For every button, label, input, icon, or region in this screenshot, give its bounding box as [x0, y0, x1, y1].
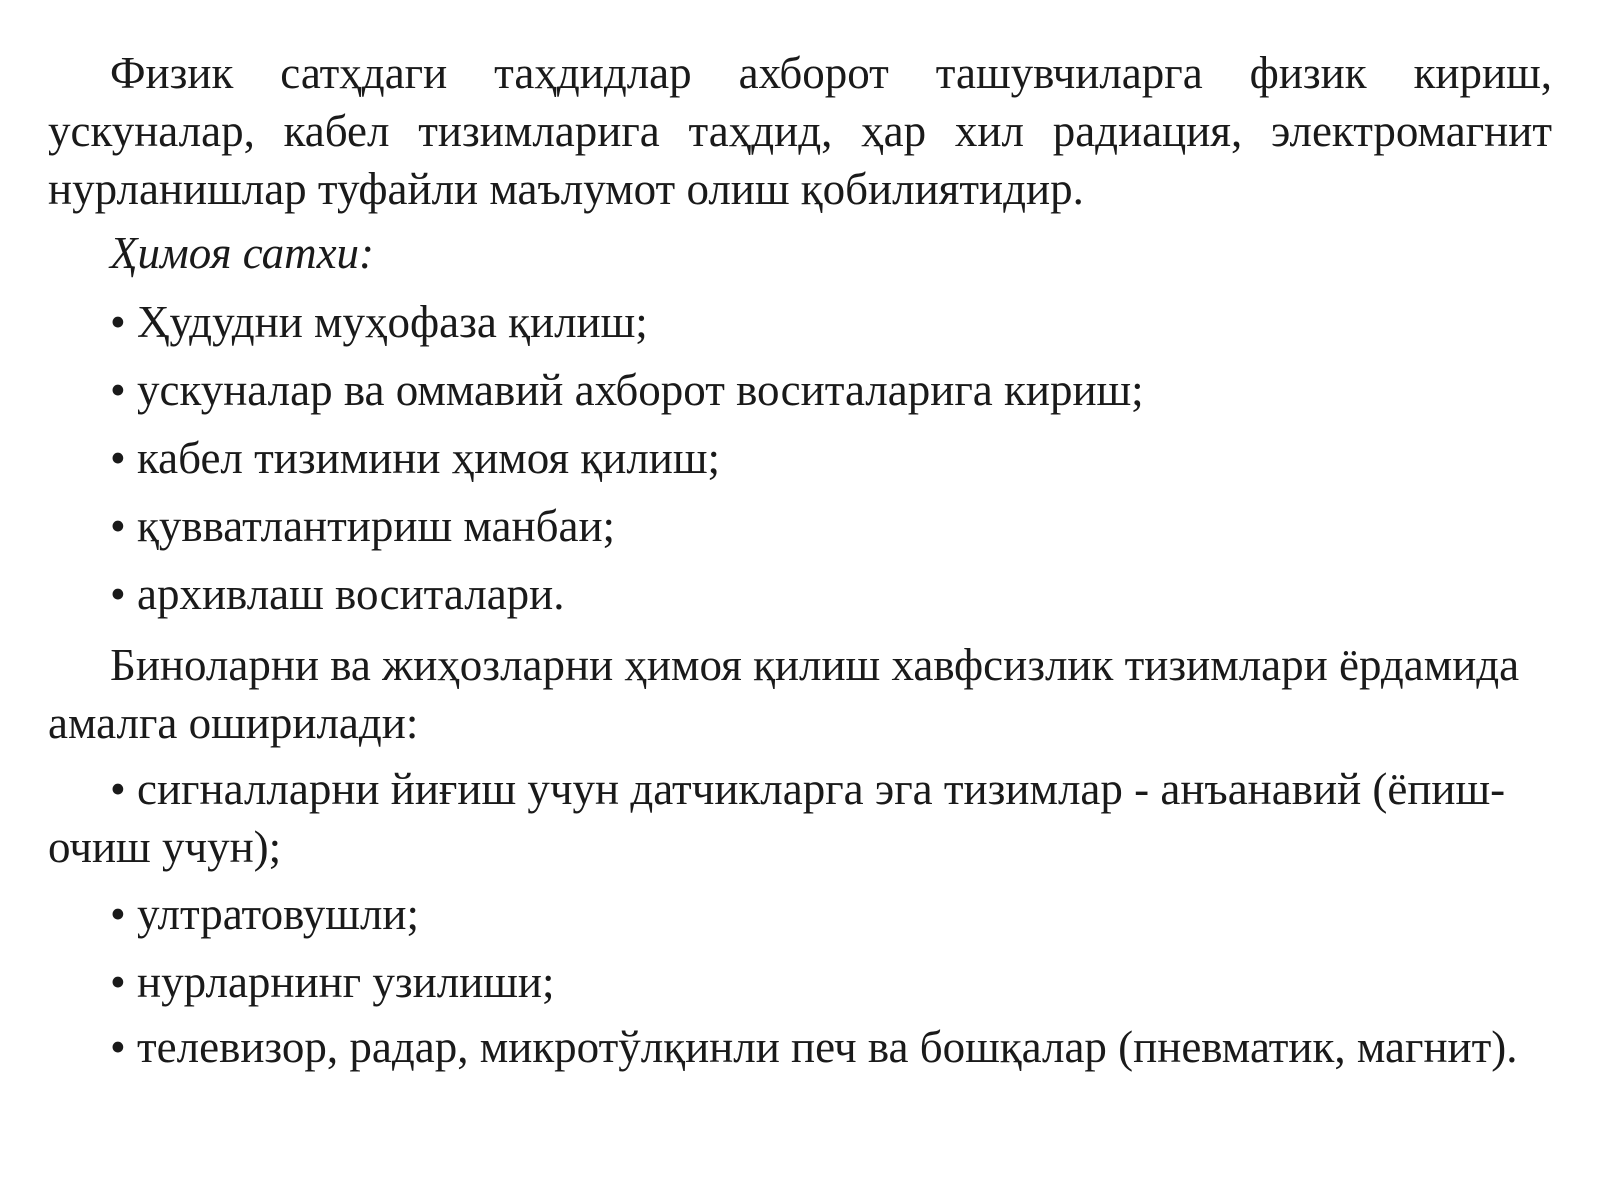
list-item: • телевизор, радар, микротўлқинли печ ва бошқалар (пневматик, магнит).: [110, 1022, 1518, 1072]
list-item: • сигналларни йиғиш учун датчикларга эга тизимлар - анъанавий (ёпиш-очиш учун);: [48, 764, 1506, 872]
list-item: • нурларнинг узилиши;: [110, 957, 555, 1007]
list-item: • Ҳудудни муҳофаза қилиш;: [110, 297, 648, 347]
protection-level-heading: Ҳимоя сатхи:: [110, 228, 375, 278]
document-page: [48, 44, 1552, 1076]
list-item: • ускуналар ва оммавий ахборот воситаларига кириш;: [110, 365, 1144, 415]
list-item: • архивлаш воситалари.: [110, 569, 565, 619]
list-item: • қувватлантириш манбаи;: [110, 501, 616, 551]
list-item: • кабел тизимини ҳимоя қилиш;: [110, 433, 721, 483]
list-item: • ултратовушли;: [110, 889, 419, 939]
buildings-paragraph: Биноларни ва жиҳозларни ҳимоя қилиш хавфсизлик тизимлари ёрдамида амалга оширилади:: [48, 640, 1520, 748]
intro-paragraph: Физик сатҳдаги таҳдидлар ахборот ташувчиларга физик кириш, ускуналар, кабел тизимларига таҳдид, ҳар хил радиация, электромагнит нурланишлар туфайли маълумот олиш қобилиятидир.: [48, 48, 1552, 214]
